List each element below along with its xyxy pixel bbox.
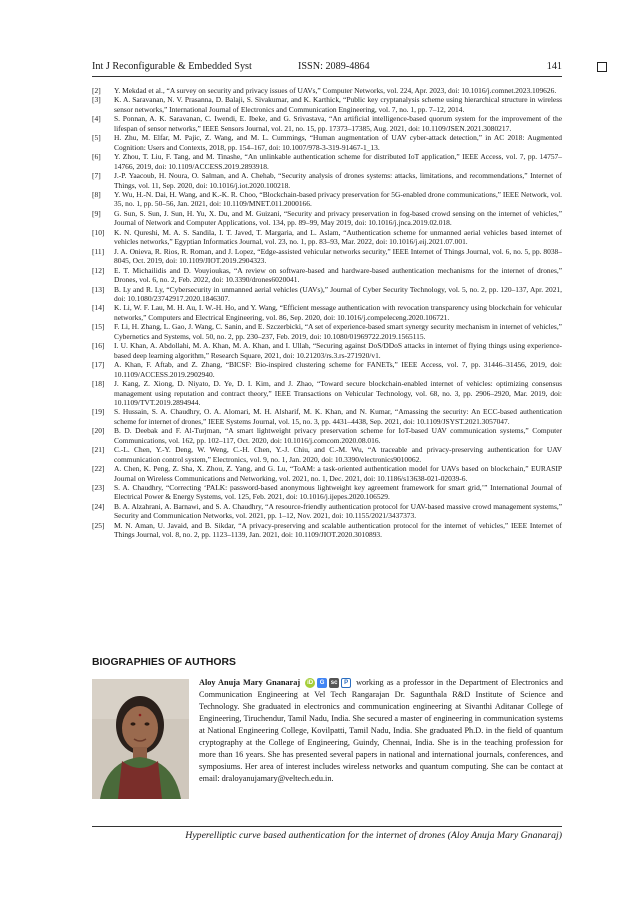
journal-name: Int J Reconfigurable & Embedded Syst — [92, 61, 252, 72]
reference-item — [92, 483, 562, 502]
portrait-image — [92, 679, 189, 799]
reference-text: J. Kang, Z. Xiong, D. Niyato, D. Ye, D. I. Kim, and J. Zhao, “Toward secure blockchain-enabled internet of vehicles: optimizing consensus management using reputation and contract theory,” IEEE Transactions on Vehicular Technology, vol. 68, no. 3, pp. 2906–2920, Mar. 2019, doi: 10.1109/TVT.2019.2894944. — [114, 379, 562, 407]
reference-number: [24] — [92, 501, 105, 511]
reference-item — [92, 228, 562, 247]
reference-item — [92, 133, 562, 152]
reference-number: [22] — [92, 464, 105, 474]
reference-text: H. Zhu, M. Elfar, M. Pajic, Z. Wang, and M. L. Cummings, “Human augmentation of UAV cyber-attack detection,” in AC 2018: Augmented Cognition: Users and Contexts, 2018, pp. 154–167, doi: 10.1007/978-3-319-91467-1_13. — [114, 133, 562, 152]
reference-item — [92, 360, 562, 379]
footer-rule — [92, 826, 562, 827]
reference-item — [92, 285, 562, 304]
reference-item — [92, 379, 562, 407]
reference-text: J. A. Onieva, R. Rios, R. Roman, and J. Lopez, “Edge-assisted vehicular networks security,” IEEE Internet of Things Journal, vol. 6, no. 5, pp. 8038–8045, Oct. 2019, doi: 10.1109/JIOT.2019.2904323. — [114, 246, 562, 266]
reference-text: M. N. Aman, U. Javaid, and B. Sikdar, “A privacy-preserving and scalable authentication protocol for the internet of vehicles,” IEEE Internet of Things Journal, vol. 8, no. 2, pp. 1123–1139, Jan. 2021, doi: 10.1109/JIOT.2020.3010893. — [114, 520, 562, 540]
reference-number: [5] — [92, 133, 101, 143]
author-name: Aloy Anuja Mary Gnanaraj — [199, 678, 301, 687]
reference-text: A. Khan, F. Aftab, and Z. Zhang, “BICSF: Bio-inspired clustering scheme for FANETs,” IEEE Access, vol. 7, pp. 31446–31456, 2019, doi: 10.1109/ACCESS.2019.2902940. — [114, 360, 562, 379]
reference-text: B. A. Alzahrani, A. Barnawi, and S. A. Chaudhry, “A resource-friendly authentication protocol for UAV-based massive crowd management systems,” Security and Communication Networks, vol. 2021, pp. 1–12, Nov. 2021, doi: 10.1155/2021/3437373. — [114, 501, 562, 521]
orcid-icon[interactable]: iD — [307, 680, 314, 687]
reference-text: S. A. Chaudhry, “Correcting ‘PALK: password-based anonymous lightweight key agreement framework for smart grid,’” International Journal of Electrical Power & Energy Systems, vol. 125, Feb. 2021, doi: 10.1016/j.ijepes.2020.106529. — [114, 483, 562, 502]
reference-text: J.-P. Yaacoub, H. Noura, O. Salman, and A. Chehab, “Security analysis of drones systems: attacks, limitations, and recommendations,” Internet of Things, vol. 11, Sep. 2020, doi: 10.1016/j.iot.2020.100218. — [114, 171, 562, 190]
reference-number: [11] — [92, 246, 105, 256]
reference-number: [7] — [92, 171, 101, 181]
reference-item — [92, 502, 562, 521]
reference-list — [92, 86, 562, 540]
reference-number: [6] — [92, 152, 101, 162]
author-photo — [92, 679, 189, 799]
reference-text: B. Ly and R. Ly, “Cybersecurity in unmanned aerial vehicles (UAVs),” Journal of Cyber Security Technology, vol. 5, no. 2, pp. 120–137, Apr. 2021, doi: 10.1080/23742917.2020.1846307. — [114, 284, 562, 303]
reference-number: [9] — [92, 208, 101, 218]
section-title: BIOGRAPHIES OF AUTHORS — [92, 657, 236, 668]
reference-number: [16] — [92, 341, 105, 351]
reference-text: I. U. Khan, A. Abdollahi, M. A. Khan, M. A. Khan, and I. Ullah, “Securing against DoS/DDoS attacks in internet of flying things using experience-based deep learning algorithm,” Research Square, 2021, doi: 10.21203/rs.3.rs-271920/v1. — [114, 341, 562, 360]
reference-item — [92, 95, 562, 114]
reference-item — [92, 322, 562, 341]
reference-text: Y. Wu, H.-N. Dai, H. Wang, and K.-K. R. Choo, “Blockchain-based privacy preservation for 5G-enabled drone communications,” IEEE Network, vol. 35, no. 1, pp. 50–56, Jan. 2021, doi: 10.1109/MNET.011.2000166. — [114, 189, 562, 209]
running-footer: Hyperelliptic curve based authentication for the internet of drones (Aloy Anuja Mary Gnanaraj) — [185, 830, 562, 841]
reference-text: S. Ponnan, A. K. Saravanan, C. Iwendi, E. Ibeke, and G. Srivastava, “An artificial intelligence-based quorum system for the improvement of the lifespan of sensor networks,” IEEE Sensors Journal, vol. 21, no. 15, pp. 17373–17385, Aug. 2021, doi: 10.1109/JSEN.2021.3080217. — [114, 114, 562, 133]
reference-number: [13] — [92, 284, 105, 294]
reference-number: [15] — [92, 322, 105, 332]
page-number: 141 — [546, 61, 562, 72]
reference-item — [92, 445, 562, 464]
reference-text: Y. Zhou, T. Liu, F. Tang, and M. Tinashe, “An unlinkable authentication scheme for distributed IoT application,” IEEE Access, vol. 7, pp. 14757–14766, 2019, doi: 10.1109/ACCESS.2019.2893918. — [114, 152, 562, 171]
profile-badges — [305, 678, 351, 688]
reference-number: [17] — [92, 360, 105, 370]
reference-number: [8] — [92, 189, 101, 199]
reference-text: E. T. Michailidis and D. Vouyioukas, “A review on software-based and hardware-based authentication mechanisms for the internet of drones,” Drones, vol. 6, no. 2, Feb. 2022, doi: 10.3390/drones6020041. — [114, 265, 562, 285]
reference-item — [92, 303, 562, 322]
reference-number: [20] — [92, 426, 105, 436]
reference-text: B. D. Deebak and F. Al-Turjman, “A smart lightweight privacy preservation scheme for IoT-based UAV communication systems,” Computer Communications, vol. 162, pp. 102–117, Oct. 2020, doi: 10.1016/j.comcom.2020.08.016. — [114, 426, 562, 445]
reference-number: [18] — [92, 379, 105, 389]
reference-number: [19] — [92, 407, 105, 417]
reference-number: [4] — [92, 114, 101, 124]
reference-text: F. Li, H. Zhang, L. Gao, J. Wang, C. Sanin, and E. Szczerbicki, “A set of experience-based smart synergy security mechanism in internet of vehicles,” Cybernetics and Systems, vol. 50, no. 2, pp. 230–237, Feb. 2019, doi: 10.1080/01969722.2019.1565115. — [114, 322, 562, 341]
square-icon — [597, 62, 607, 72]
scholar-icon[interactable]: G — [317, 678, 327, 688]
reference-text: C.-L. Chen, Y.-Y. Deng, W. Weng, C.-H. Chen, Y.-J. Chiu, and C.-M. Wu, “A traceable and privacy-preserving authentication for UAV communication control system,” Electronics, vol. 9, no. 1, Jan. 2020, doi: 10.3390/electronics9010062. — [114, 445, 562, 464]
biography-text: working as a professor in the Department of Electronics and Communication Engineering at Vel Tech Rangarajan Dr. Sagunthala R&D Institute of Science and Technology. She graduated in electronics and communication engineering at Sivanthi Aditanar College of Engineering, Tiruchendur, Tamil Nadu, India. She secured a master of engineering in communication systems at National Engineering College, Kovilpatti, Tamil Nadu, India. She graduated Ph.D. in the field of quantum cryptography at the College of Engineering, Guindy, Chennai, India. She is in the teaching profession for more than 16 years. She has presented several papers in national and international journals, conferences, and symposiums. Her area of interest includes wireless networks and quantum computing. She can be contact at email: draloyanujamary@veltech.edu.in. — [199, 678, 564, 784]
reference-text: K. N. Qureshi, M. A. S. Sandila, I. T. Javed, T. Margaria, and L. Aslam, “Authentication scheme for unmanned aerial vehicles based internet of vehicles networks,” Egyptian Informatics Journal, vol. 23, no. 1, pp. 83–93, Mar. 2022, doi: 10.1016/j.eij.2021.07.001. — [114, 227, 562, 247]
reference-number: [21] — [92, 445, 105, 455]
reference-number: [23] — [92, 483, 105, 493]
running-header — [92, 60, 562, 77]
reference-number: [12] — [92, 265, 105, 275]
reference-item — [92, 426, 562, 445]
reference-text: G. Sun, S. Sun, J. Sun, H. Yu, X. Du, and M. Guizani, “Security and privacy preservation in fog-based crowd sensing on the internet of vehicles,” Journal of Network and Computer Applications, vol. 134, pp. 89–99, May 2019, doi: 10.1016/j.jnca.2019.02.018. — [114, 208, 562, 228]
reference-text: K. A. Saravanan, N. V. Prasanna, D. Balaji, S. Sivakumar, and K. Karthick, “Public key cryptanalysis scheme using hierarchical structure in wireless sensor networks,” International Journal of Electronics and Communication Engineering, vol. 7, no. 1, pp. 7–12, 2014. — [114, 95, 562, 114]
reference-number: [10] — [92, 227, 105, 237]
reference-number: [3] — [92, 95, 101, 105]
reference-item — [92, 464, 562, 483]
reference-item — [92, 86, 562, 95]
reference-item — [92, 521, 562, 540]
reference-item — [92, 171, 562, 190]
reference-item — [92, 247, 562, 266]
scopus-icon[interactable]: sc — [330, 680, 338, 687]
reference-item — [92, 209, 562, 228]
reference-number: [14] — [92, 303, 105, 313]
reference-number: [25] — [92, 520, 105, 530]
reference-text: A. Chen, K. Peng, Z. Sha, X. Zhou, Z. Yang, and G. Lu, “ToAM: a task-oriented authentication model for UAVs based on blockchain,” EURASIP Journal on Wireless Communications and Networking, vol. 2021, no. 1, Dec. 2021, doi: 10.1186/s13638-021-02039-6. — [114, 464, 562, 483]
reference-text: K. Li, W. F. Lau, M. H. Au, I. W.-H. Ho, and Y. Wang, “Efficient message authentication with revocation transparency using blockchain for vehicular networks,” Computers and Electrical Engineering, vol. 86, Sep. 2020, doi: 10.1016/j.compeleceng.2020.106721. — [114, 303, 562, 322]
reference-item — [92, 341, 562, 360]
reference-number: [2] — [92, 86, 101, 95]
publons-icon[interactable]: P — [341, 678, 351, 688]
reference-text: S. Hussain, S. A. Chaudhry, O. A. Alomari, M. H. Alsharif, M. K. Khan, and N. Kumar, “Amassing the security: An ECC-based authentication scheme for internet of drones,” IEEE Systems Journal, vol. 15, no. 3, pp. 4431–4438, Sep. 2021, doi: 10.1109/JSYST.2021.3057047. — [114, 407, 562, 426]
issn: ISSN: 2089-4864 — [298, 61, 370, 72]
reference-text: Y. Mekdad et al., “A survey on security and privacy issues of UAVs,” Computer Networks, vol. 224, Apr. 2023, doi: 10.1016/j.comnet.2023.109626. — [114, 86, 557, 95]
author-biography — [199, 677, 563, 785]
reference-item — [92, 190, 562, 209]
reference-item — [92, 114, 562, 133]
reference-item — [92, 407, 562, 426]
reference-item — [92, 152, 562, 171]
reference-item — [92, 266, 562, 285]
